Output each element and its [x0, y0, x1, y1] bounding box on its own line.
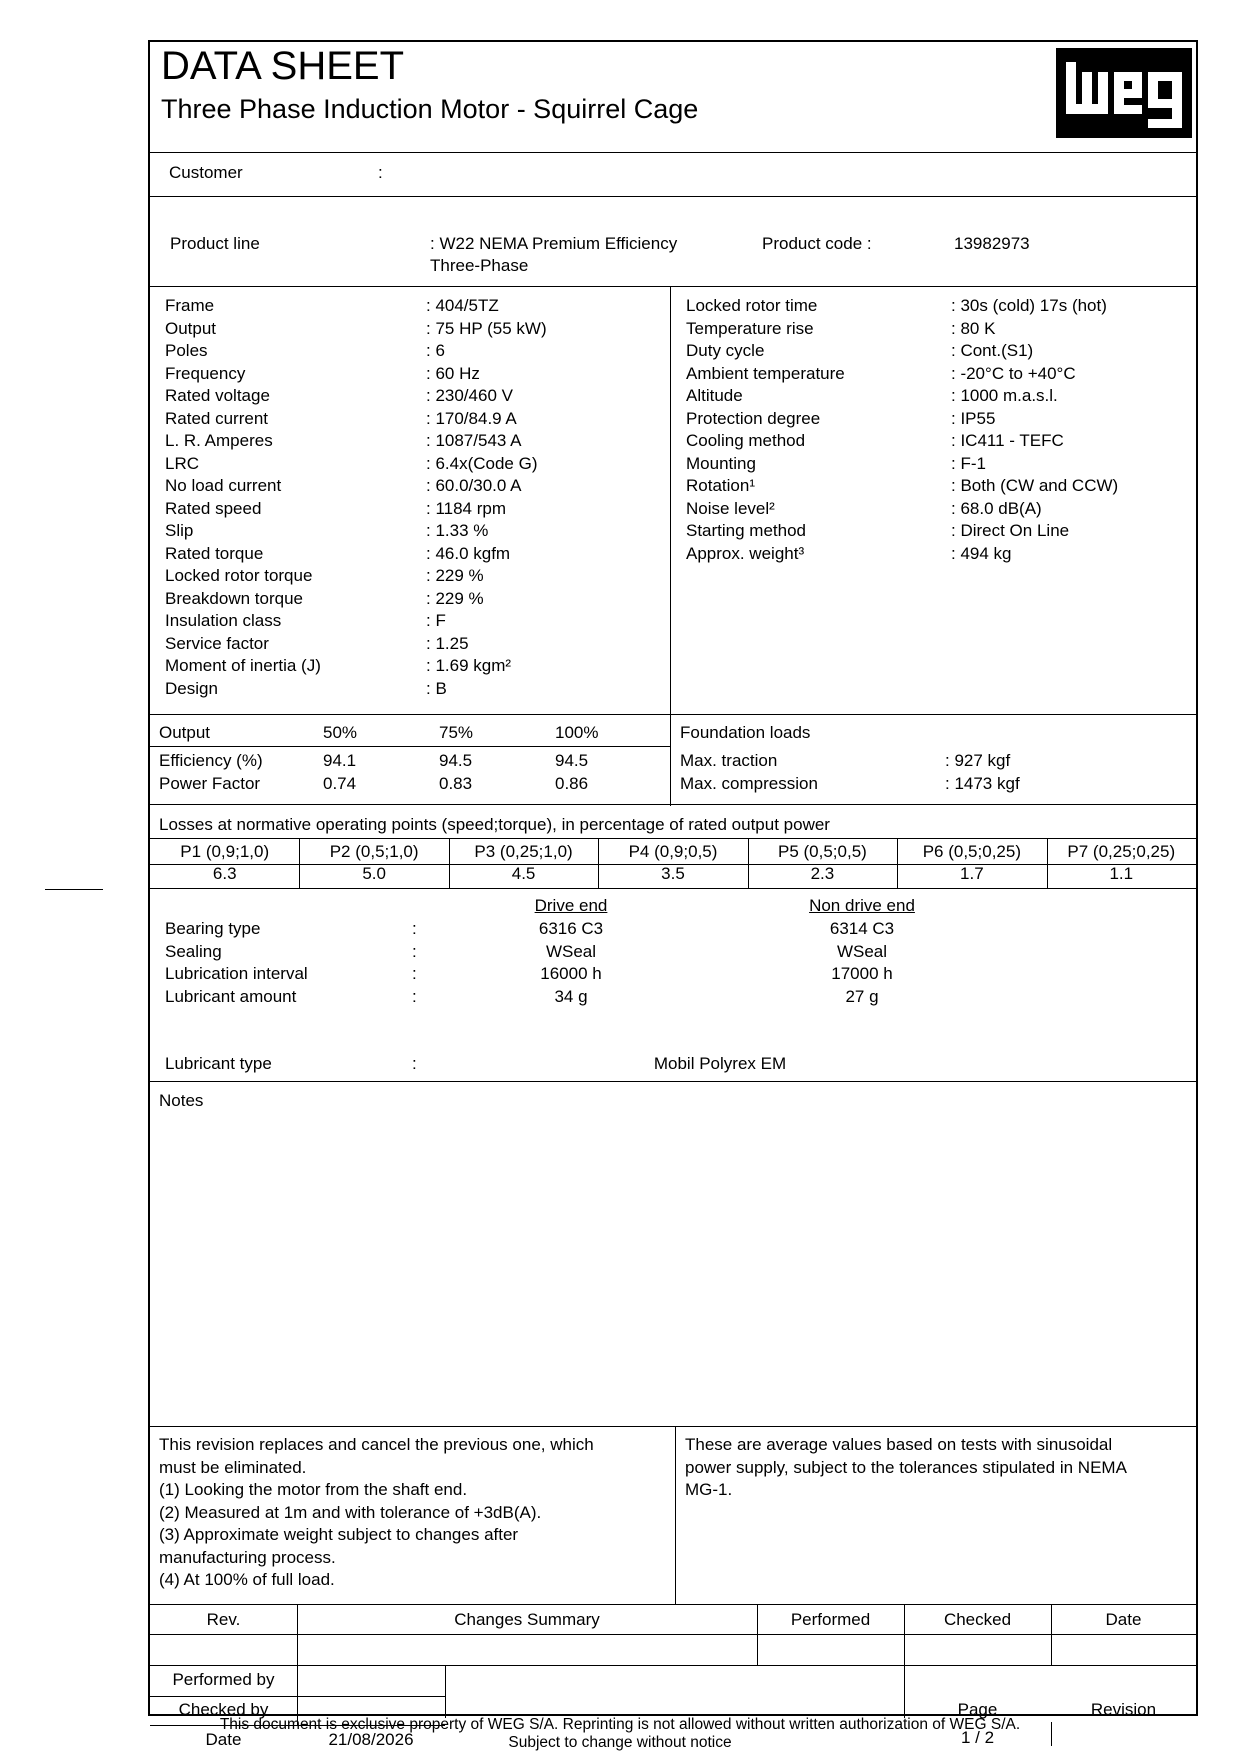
spec-label: Rated speed [165, 498, 262, 518]
spec-value: : 170/84.9 A [426, 408, 517, 428]
spec-value: : 1.25 [426, 633, 469, 653]
spec-value: : 1184 rpm [426, 498, 507, 518]
bearing-drive-end-values [521, 918, 621, 1008]
loss-point-value: 1.1 [1109, 864, 1134, 883]
spec-label: Rotation¹ [686, 476, 755, 495]
max-traction-value: : 927 kgf [945, 751, 1011, 770]
product-line-value-2: Three-Phase [430, 256, 529, 275]
spec-value: : 46.0 kgfm [426, 543, 511, 563]
spec-label: Slip [165, 521, 194, 540]
spec-value: : F [426, 611, 446, 630]
power-factor-50: 0.74 [323, 774, 357, 793]
spec-label: Breakdown torque [165, 588, 303, 608]
spec-label: Frequency [165, 363, 246, 383]
spec-value: : 6 [426, 341, 445, 360]
spec-label: Rated voltage [165, 386, 270, 405]
customer-separator: : [378, 163, 383, 182]
product-code-label: Product code : [762, 234, 872, 253]
spec-value: : 1087/543 A [426, 431, 522, 450]
non-drive-end-header: Non drive end [809, 896, 915, 915]
remark-line: must be eliminated. [159, 1457, 307, 1477]
bearing-non-drive-end-values [802, 918, 922, 1008]
spec-label: Duty cycle [686, 341, 765, 360]
foundation-loads-title: Foundation loads [680, 723, 811, 742]
loss-point-header: P3 (0,25;1,0) [474, 842, 573, 861]
performance-col-75: 75% [439, 723, 474, 742]
spec-value: : 229 % [426, 566, 484, 585]
page-label: Page [957, 1700, 998, 1719]
specs-left-values [426, 295, 547, 700]
remarks-right [685, 1434, 1127, 1502]
spec-label: Service factor [165, 633, 269, 653]
remark-line: (2) Measured at 1m and with tolerance of +3dB(A). [159, 1502, 542, 1522]
spec-label: L. R. Amperes [165, 431, 273, 450]
lubricant-type-label: Lubricant type [165, 1054, 272, 1073]
spec-label: Starting method [686, 521, 807, 540]
spec-label: Noise level² [686, 498, 775, 518]
lubricant-type-separator: : [412, 1054, 417, 1073]
bearing-row-separator: : [412, 941, 417, 961]
power-factor-75: 0.83 [439, 774, 473, 793]
revision-label: Revision [1090, 1700, 1157, 1719]
bearing-non-drive-end-value: 27 g [845, 986, 879, 1006]
spec-value: : 229 % [426, 588, 484, 608]
remark-line: (1) Looking the motor from the shaft end. [159, 1480, 468, 1499]
loss-point-header: P2 (0,5;1,0) [329, 842, 419, 861]
bearing-drive-end-value: 16000 h [540, 964, 602, 983]
spec-label: Temperature rise [686, 318, 814, 338]
max-compression-label: Max. compression [680, 774, 818, 793]
checked-header: Checked [943, 1610, 1012, 1629]
bearing-row-separator: : [412, 964, 417, 983]
spec-value: : 80 K [951, 318, 996, 338]
weg-logo [1056, 48, 1192, 138]
performance-output-label: Output [159, 723, 211, 742]
spec-label: LRC [165, 453, 200, 473]
bearing-row-label: Sealing [165, 941, 222, 961]
loss-point-header: P7 (0,25;0,25) [1067, 842, 1176, 861]
bearing-row-label: Lubricant amount [165, 986, 297, 1006]
loss-point-value: 4.5 [511, 864, 536, 883]
spec-label: Design [165, 678, 218, 698]
spec-label: Frame [165, 296, 215, 315]
bearing-row-separator: : [412, 986, 417, 1006]
product-line-value: : W22 NEMA Premium Efficiency [430, 234, 678, 253]
remark-line: This revision replaces and cancel the previous one, which [159, 1435, 594, 1454]
bearing-non-drive-end-value: 17000 h [831, 964, 893, 983]
specs-left-labels [165, 295, 321, 700]
performed-header: Performed [790, 1610, 871, 1629]
spec-label: Insulation class [165, 611, 282, 630]
spec-label: Cooling method [686, 431, 806, 450]
losses-title: Losses at normative operating points (speed;torque), in percentage of rated output power [159, 815, 830, 834]
power-factor-label: Power Factor [159, 774, 261, 793]
spec-value: : 404/5TZ [426, 296, 499, 315]
lubricant-type-value: Mobil Polyrex EM [653, 1054, 787, 1073]
remark-line: manufacturing process. [159, 1547, 336, 1567]
bearing-drive-end-value: WSeal [545, 941, 597, 961]
efficiency-75: 94.5 [439, 751, 473, 770]
margin-mark [45, 889, 103, 890]
spec-label: Rated torque [165, 543, 264, 563]
date-label: Date [205, 1730, 242, 1749]
loss-point-header: P6 (0,5;0,25) [922, 842, 1021, 861]
bearing-row-label: Bearing type [165, 919, 261, 938]
max-compression-value: : 1473 kgf [945, 774, 1020, 793]
performed-by-label: Performed by [172, 1670, 275, 1689]
loss-point-header: P4 (0,9;0,5) [628, 842, 718, 861]
spec-label: Altitude [686, 386, 743, 405]
changes-summary-header: Changes Summary [454, 1610, 600, 1629]
spec-value: : Direct On Line [951, 521, 1070, 540]
remark-line: power supply, subject to the tolerances stipulated in NEMA [685, 1457, 1127, 1477]
spec-label: Protection degree [686, 408, 821, 428]
spec-value: : B [426, 678, 447, 698]
checked-by-label: Checked by [178, 1700, 269, 1719]
date-header: Date [1105, 1610, 1142, 1629]
spec-value: : -20°C to +40°C [951, 363, 1076, 383]
spec-label: Locked rotor time [686, 296, 818, 315]
remarks-left [159, 1434, 594, 1592]
spec-label: Rated current [165, 408, 268, 428]
spec-label: Locked rotor torque [165, 566, 313, 585]
bearing-non-drive-end-value: 6314 C3 [829, 919, 895, 938]
loss-point-header: P1 (0,9;1,0) [180, 842, 270, 861]
date-value: 21/08/2026 [328, 1730, 414, 1749]
specs-right-labels [686, 295, 845, 565]
spec-label: Moment of inertia (J) [165, 656, 321, 675]
loss-point-value: 5.0 [362, 864, 386, 883]
bearing-separators [412, 918, 417, 1008]
spec-value: : 30s (cold) 17s (hot) [951, 296, 1107, 315]
specs-right-values [951, 295, 1118, 565]
spec-value: : Cont.(S1) [951, 341, 1034, 360]
spec-label: No load current [165, 476, 282, 495]
power-factor-100: 0.86 [555, 774, 589, 793]
spec-label: Approx. weight³ [686, 543, 805, 563]
bearing-non-drive-end-value: WSeal [836, 941, 888, 961]
product-line-label: Product line [170, 234, 260, 253]
spec-value: : 6.4x(Code G) [426, 453, 538, 473]
spec-value: : Both (CW and CCW) [951, 476, 1119, 495]
product-code-value: 13982973 [954, 234, 1030, 253]
footer-line-1: This document is exclusive property of WEG S/A. Reprinting is not allowed without written authorization of WEG S/A. [219, 1716, 1021, 1733]
bearing-labels [165, 918, 308, 1008]
spec-value: : 68.0 dB(A) [951, 498, 1042, 518]
customer-label: Customer [169, 163, 243, 182]
drive-end-header: Drive end [534, 896, 608, 915]
bearing-row-label: Lubrication interval [165, 964, 308, 983]
remark-line: (3) Approximate weight subject to changes after [159, 1525, 519, 1544]
rev-header: Rev. [206, 1610, 241, 1629]
spec-value: : F-1 [951, 453, 986, 473]
efficiency-50: 94.1 [323, 751, 357, 770]
page-title: DATA SHEET [161, 44, 405, 88]
remark-line: These are average values based on tests with sinusoidal [685, 1435, 1113, 1454]
loss-point-header: P5 (0,5;0,5) [778, 842, 867, 861]
bearing-row-separator: : [412, 919, 417, 938]
spec-value: : IC411 - TEFC [951, 431, 1064, 450]
notes-title: Notes [159, 1091, 204, 1110]
footer-line-2: Subject to change without notice [508, 1734, 732, 1751]
performance-col-100: 100% [555, 723, 599, 742]
bearing-drive-end-value: 6316 C3 [538, 919, 604, 938]
page-subtitle: Three Phase Induction Motor - Squirrel Cage [161, 94, 699, 124]
spec-value: : 60.0/30.0 A [426, 476, 522, 495]
spec-value: : 494 kg [951, 543, 1012, 563]
spec-value: : 1000 m.a.s.l. [951, 386, 1058, 405]
spec-value: : 230/460 V [426, 386, 513, 405]
bearing-drive-end-value: 34 g [554, 986, 588, 1006]
max-traction-label: Max. traction [680, 751, 778, 770]
spec-value: : IP55 [951, 408, 996, 428]
remark-line: MG-1. [685, 1480, 733, 1499]
efficiency-100: 94.5 [555, 751, 589, 770]
performance-col-50: 50% [323, 723, 358, 742]
page-value: 1 / 2 [960, 1728, 995, 1747]
spec-value: : 1.33 % [426, 521, 489, 540]
spec-value: : 1.69 kgm² [426, 656, 512, 675]
spec-value: : 75 HP (55 kW) [426, 318, 547, 338]
spec-label: Ambient temperature [686, 363, 845, 383]
efficiency-label: Efficiency (%) [159, 751, 263, 770]
remark-line: (4) At 100% of full load. [159, 1570, 335, 1589]
loss-point-value: 1.7 [960, 864, 984, 883]
spec-label: Output [165, 318, 217, 338]
loss-point-value: 3.5 [661, 864, 685, 883]
spec-label: Poles [165, 341, 208, 360]
loss-point-value: 6.3 [212, 864, 237, 883]
spec-label: Mounting [686, 453, 756, 473]
spec-value: : 60 Hz [426, 363, 480, 383]
loss-point-value: 2.3 [810, 864, 835, 883]
